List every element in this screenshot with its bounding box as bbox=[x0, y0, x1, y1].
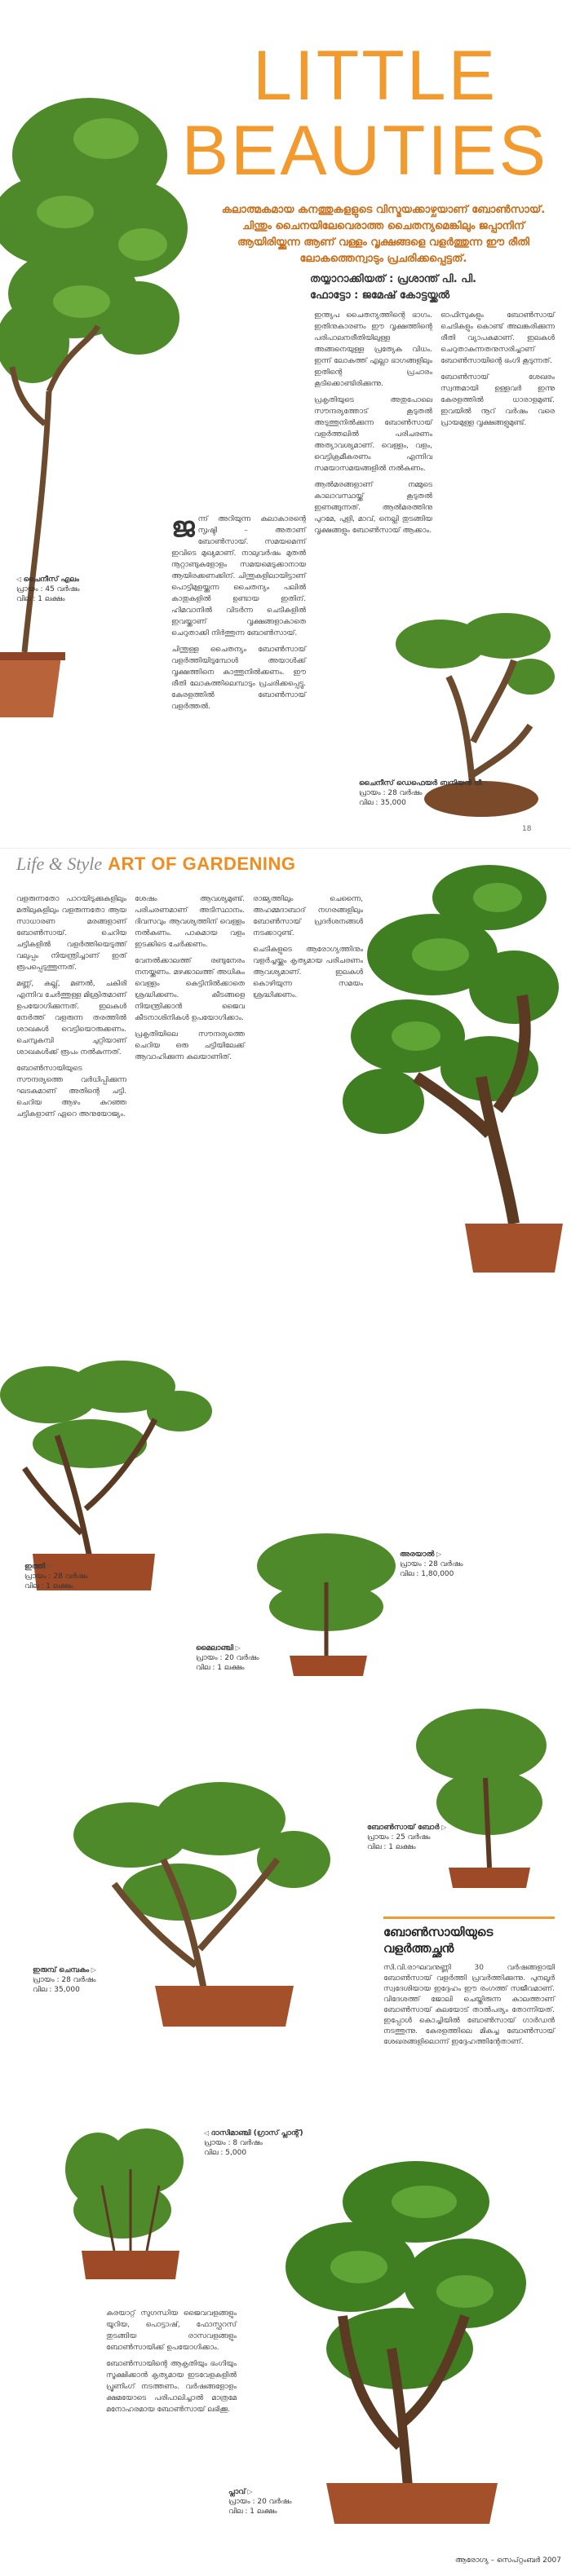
caption-chinese-elm: ◁ ചൈനീസ് എലം പ്രായം : 45 വർഷം വില : 1 ലക്ഷം bbox=[16, 575, 139, 604]
section-title: ART OF GARDENING bbox=[108, 854, 296, 874]
title-line-1: LITTLE bbox=[253, 37, 498, 115]
caption-bor: ബോൺസായ് ബോർ ▷ പ്രായം : 25 വർഷം വില : 1 ലക്ഷം bbox=[367, 1823, 481, 1852]
caption-name: ദാസിമാഞ്ചി (ഗ്രാസ് പ്ലാന്റ്) bbox=[210, 2129, 303, 2137]
page1-column-mid bbox=[314, 310, 432, 541]
paragraph: ന്ന് അറിയുന്ന കലാകാരന്റെ സൃഷ്ടി – അതാണ് ബോൺസായ്. സമയമെന്ന് ഇവിടെ മുഖ്യമാണ്. നാലുവർഷം മുതൽ നൂറ്റാണ്ടുകളോളം സമയമെടുക്കാനായ ആയിരക്കണക്കിന്. ചിന്തുകളിലായിട്ടാണ് പൊട്ടിമുളയ്ക്കുന്ന ചൈതന്യം പലിൽ കാതുകളിൽ ഉണ്ടായ ഇതിന്. ഹിമവാനിൽ വിടർന്ന ചെടികളിൽ ഇവയ്ക്കാണ് വൃക്ഷങ്ങളാകാതെ ചെറുതാക്കി നിർത്തുന്ന ബോൺസായ്. bbox=[171, 515, 306, 637]
paragraph: ആൽമരങ്ങളാണ് നമ്മുടെ കാലാവസ്ഥയ്ക്ക് കൂടുതൽ ഇണങ്ങുന്നത്. ആൽമരത്തിനു പുറമേ, പുളി, മാവ്, നെല്ലി തുടങ്ങിയ വൃക്ഷങ്ങളും ബോൺസായ് ആക്കാം. bbox=[314, 481, 432, 535]
article-subtitle: കലാത്മകമായ കനത്തുകളളുടെ വിസ്മയക്കാഴ്ചയാണ് ബോൺസായ്. ചിന്തും ചൈനയിലേവെരാത്ത ചൈതന്യമെങ്കിലും ജപ്പാനിന് ആയിരിയ്ക്കുന്ന ആണ് വള്ളം വൃക്ഷങ്ങളെ വളർത്തുന്ന ഈ രീതി ലോകത്തെന്വാടും പ്രചരിക്കപ്പെട്ടത്. bbox=[221, 204, 546, 265]
paragraph: ഓഫിസുകളും ബോൺസായ് ചെടികളും കൊണ്ട് അലങ്കരിക്കുന്ന രീതി വ്യാപകമാണ്. ഇലകൾ ചെറുതാകുന്നതനുസരിച്ചാണ് ബോൺസായിന്റെ ഭംഗി കൂടുന്നത്. bbox=[440, 311, 555, 365]
caption-price: വില : 1,80,000 bbox=[400, 1570, 454, 1578]
section-header bbox=[16, 854, 296, 875]
caption-price: വില : 35,000 bbox=[359, 799, 406, 807]
paragraph: പ്രകൃതിയുടെ അതുപോലെ സൗന്ദര്യത്തോട് കൂടുതൽ അടുത്തുനിൽക്കുന്ന ബോൺസായ് വളർത്തലിൽ പരിചരണം അത്യാവശ്യമാണ്. വെള്ളം, വളം, വെട്ടിക്രമീകരണം എന്നിവ സമയാസമയങ്ങളിൽ നൽകണം. bbox=[314, 396, 432, 473]
paragraph: വേനൽക്കാലത്ത് രണ്ടുനേരം നനയ്ക്കണം. മഴക്കാലത്ത് അധികം വെള്ളം കെട്ടിനിൽക്കാതെ ശ്രദ്ധിക്കണം. കീടങ്ങളെ നിയന്ത്രിക്കാൻ ജൈവ കീടനാശിനികൾ ഉപയോഗിക്കാം. bbox=[135, 957, 245, 1022]
caption-age: പ്രായം : 45 വർഷം bbox=[16, 585, 80, 593]
bonsai-chinese-elm-image bbox=[0, 82, 196, 717]
caption-age: പ്രായം : 8 വർഷം bbox=[204, 2139, 263, 2147]
footer-issue: ആരോഗ്യ – സെപ്റ്റംബർ 2007 bbox=[454, 2556, 561, 2565]
paragraph: ചെടികളുടെ ആരോഗ്യത്തിനും വളർച്ചയ്ക്കും കൃത്യമായ പരിചരണം ആവശ്യമാണ്. ഇലകൾ കൊഴിയുന്ന സമയം ശ്രദ്ധിക്കണം. bbox=[253, 946, 363, 999]
caption-name: ചൈനീസ് ഡെഫെയർ ബനിയൻ ട്രീ bbox=[359, 779, 482, 787]
caption-name: ചൈനീസ് എലം bbox=[23, 576, 79, 584]
bonsai-grass-plant-image bbox=[57, 2120, 204, 2283]
page1-column-right bbox=[440, 310, 555, 434]
bonsai-jackfruit-image bbox=[269, 2153, 538, 2528]
caption-peepal: അരയാൽ ▷ പ്രായം : 28 വർഷം വില : 1,80,000 bbox=[400, 1550, 522, 1579]
caption-price: വില : 1 ലക്ഷം bbox=[24, 1582, 73, 1590]
page2-column-1 bbox=[16, 893, 126, 1125]
spread-page-1 bbox=[0, 0, 571, 848]
caption-name: ഇത്തി bbox=[24, 1563, 46, 1571]
title-line-2: BEAUTIES bbox=[181, 112, 548, 190]
dropcap: ജ bbox=[171, 511, 195, 544]
caption-iron-champak: ഇരുമ്പ് ചെമ്പകം ▷ പ്രായം : 28 വർഷം വില : 35,000 bbox=[33, 1965, 131, 1995]
caption-price: വില : 1 ലക്ഷം bbox=[196, 1664, 245, 1672]
caption-name: അരയാൽ bbox=[400, 1550, 435, 1559]
caption-age: പ്രായം : 20 വർഷം bbox=[228, 2498, 292, 2506]
section-prefix: Life & Style bbox=[16, 854, 103, 874]
paragraph: ശേഷം ആവശ്യമുണ്ട്. പരിചരണമാണ് അടിസ്ഥാനം. ദിവസവും ആവശ്യത്തിന് വെള്ളം നൽകണം. പാകമായ വളം ഇടക്കിടെ ചേർക്കണം. bbox=[135, 895, 245, 949]
spread-page-2 bbox=[0, 848, 571, 2576]
caption-name: പ്ലാവ് bbox=[228, 2488, 246, 2496]
paragraph: പ്രകൃതിയിലെ സൗന്ദര്യത്തെ ചെറിയ ഒരു ചട്ടിയിലേക്ക് ആവാഹിക്കുന്ന കലയാണിത്. bbox=[135, 1030, 245, 1061]
paragraph: ചിന്തുള്ള ചൈതന്യം ബോൺസായ് വളർത്തിയിടുമ്പോൾ അയാൾക്ക് വൃക്ഷത്തിനെ കാത്തുനിൽക്കണം. ഈ രീതി ലോകത്തിലെമ്പാടും പ്രചരിക്കപ്പെട്ടു. കേരളത്തിൽ ബോൺസായ് വളർത്തൽ. bbox=[171, 646, 306, 711]
author-credit: തയ്യാറാക്കിയത് : പ്രശാന്ത് പി. പി. bbox=[310, 273, 477, 285]
caption-age: പ്രായം : 20 വർഷം bbox=[196, 1654, 259, 1662]
paragraph: കരയാറ്റ് സുഗന്ധിയ ജൈവവളങ്ങളും യൂറിയ, പൊട്ടാഷ്, ഫോസ്ഫറസ് തുടങ്ങിയ രാസവളങ്ങളും ബോൺസായിക്ക് ഉപയോഗിക്കാം. bbox=[106, 2309, 237, 2352]
paragraph: ബോൺസായിയുടെ സൗന്ദര്യത്തെ വർധിപ്പിക്കുന്ന ഘടകമാണ് അതിന്റെ ചട്ടി. ചെറിയ ആഴം കുറഞ്ഞ ചട്ടികളാണ് ഏറെ അനുയോജ്യം. bbox=[16, 1065, 126, 1118]
caption-mailanchi: മൈലാഞ്ചി ▷ പ്രായം : 20 വർഷം വില : 1 ലക്ഷം bbox=[196, 1643, 294, 1673]
page1-column-left bbox=[171, 511, 306, 717]
sidebar-box bbox=[383, 1917, 555, 2048]
caption-name: ഇരുമ്പ് ചെമ്പകം bbox=[33, 1966, 90, 1974]
paragraph: ബോൺസായിന്റെ ആകൃതിയും ഭംഗിയും സൂക്ഷിക്കാൻ കൃത്യമായ ഇടവേളകളിൽ പ്രൂണിംഗ് നടത്തണം. വർഷങ്ങളോളം ക്ഷമയോടെ പരിപാലിച്ചാൽ മാത്രമേ മനോഹരമായ ബോൺസായ് ലഭിക്കൂ. bbox=[106, 2360, 237, 2414]
bonsai-bor-image bbox=[408, 1705, 563, 1892]
bonsai-peepal-image bbox=[334, 865, 563, 1273]
caption-price: വില : 1 ലക്ഷം bbox=[228, 2508, 277, 2516]
paragraph: വളരുന്നതോ പാറയിടുക്കുകളിലും മതിലുകളിലും വളരുന്നതോ ആയ സാധാരണ മരങ്ങളാണ് ബോൺസായ്. ചെറിയ ചട്ടികളിൽ വളർത്തിയെടുത്ത് വലുപ്പം നിയന്ത്രിച്ചാണ് ഇത് രൂപപ്പെടുത്തുന്നത്. bbox=[16, 895, 126, 972]
caption-age: പ്രായം : 28 വർഷം bbox=[400, 1560, 463, 1568]
caption-age: പ്രായം : 28 വർഷം bbox=[33, 1976, 96, 1984]
photo-credit: ഫോട്ടോ : ജമേഷ് കോട്ടയ്ക്കൽ bbox=[310, 289, 450, 302]
caption-price: വില : 1 ലക്ഷം bbox=[367, 1843, 416, 1851]
caption-price: വില : 35,000 bbox=[33, 1986, 80, 1994]
caption-age: പ്രായം : 28 വർഷം bbox=[359, 789, 423, 797]
paragraph: മണ്ണ്, കല്ല്, മണൽ, ചകിരി എന്നിവ ചേർത്തുള്ള മിശ്രിതമാണ് ഉപയോഗിക്കുന്നത്. ഇലകൾ നേർത്ത് വളരുന്ന തരത്തിൽ ശാഖകൾ വെട്ടിയൊരുക്കണം. ചെമ്പുകമ്പി ചുറ്റിയാണ് ശാഖകൾക്ക് രൂപം നൽകുന്നത്. bbox=[16, 980, 126, 1056]
caption-banyan: ചൈനീസ് ഡെഫെയർ ബനിയൻ ട്രീ ▷ പ്രായം : 28 വർഷം വില : 35,000 bbox=[359, 779, 489, 807]
caption-name: മൈലാഞ്ചി bbox=[196, 1644, 234, 1652]
page-number: 18 bbox=[522, 825, 532, 833]
caption-price: വില : 1 ലക്ഷം bbox=[16, 595, 65, 603]
page2-column-2 bbox=[135, 893, 245, 1068]
paragraph: ഇന്ത്യപ ചൈതന്യത്തിന്റെ ഭാഗം. ഇതിനുകാരണം ഈ വൃക്ഷത്തിന്റെ പരിപാലനരീതിയിലുള്ള അങ്ങനെയുള്ള പ്രത്യേക വിധം. ഇന്ന് ലോകത്ത് എല്ലാ ഭാഗങ്ങളിലും ഇതിന്റെ പ്രചാരം കൂടിക്കൊണ്ടിരിക്കുന്നു. bbox=[314, 311, 432, 388]
sidebar-text: സി.വി.രാഘവനുണ്ണി 30 വർഷങ്ങളായി ബോൺസായ് വളർത്തി പ്രവർത്തിക്കുന്നു. പുനലൂർ സ്വദേശിയായ ഇദ്ദേഹം ഈ രംഗത്ത് സജീവമാണ്. വിദേശത്ത് ജോലി ചെയ്തിരുന്ന കാലത്താണ് ബോൺസായ് കലയോട് താൽപര്യം തോന്നിയത്. ഇപ്പോൾ കൊച്ചിയിൽ ബോൺസായ് ഗാർഡൻ നടത്തുന്നു. കേരളത്തിലെ മികച്ച ബോൺസായ് ശേഖരങ്ങളിലൊന്ന് ഇദ്ദേഹത്തിന്റേതാണ്. bbox=[383, 1964, 555, 2046]
caption-age: പ്രായം : 28 വർഷം bbox=[24, 1573, 88, 1581]
paragraph: രാജ്യത്തിലും ചെന്നൈ, അഹമ്മദാബാദ് നഗരങ്ങളിലും ബോൺസായ് പ്രദർശനങ്ങൾ നടക്കാറുണ്ട്. bbox=[253, 895, 363, 937]
caption-grass-plant: ◁ ദാസിമാഞ്ചി (ഗ്രാസ് പ്ലാന്റ്) പ്രായം : 8 വർഷം വില : 5,000 bbox=[204, 2128, 310, 2158]
caption-name: ബോൺസായ് ബോർ bbox=[367, 1824, 440, 1832]
caption-ithi: ഇത്തി ▷ പ്രായം : 28 വർഷം വില : 1 ലക്ഷം bbox=[24, 1562, 122, 1591]
caption-price: വില : 5,000 bbox=[204, 2149, 247, 2157]
paragraph: ബോൺസായ് ശേഖരം സ്വന്തമായി ഉള്ളവർ ഇന്നു കേരളത്തിൽ ധാരാളമുണ്ട്. ഇവയിൽ നൂറ് വർഷം വരെ പ്രായമുള്ള വൃക്ഷങ്ങളുമുണ്ട്. bbox=[440, 373, 555, 427]
caption-age: പ്രായം : 25 വർഷം bbox=[367, 1833, 431, 1842]
sidebar-title: ബോൺസായിയുടെ വളർത്തച്ഛൻ bbox=[383, 1917, 555, 1956]
caption-jackfruit: പ്ലാവ് ▷ പ്രായം : 20 വർഷം വില : 1 ലക്ഷം bbox=[228, 2487, 318, 2516]
page2-bottom-column bbox=[106, 2308, 237, 2420]
